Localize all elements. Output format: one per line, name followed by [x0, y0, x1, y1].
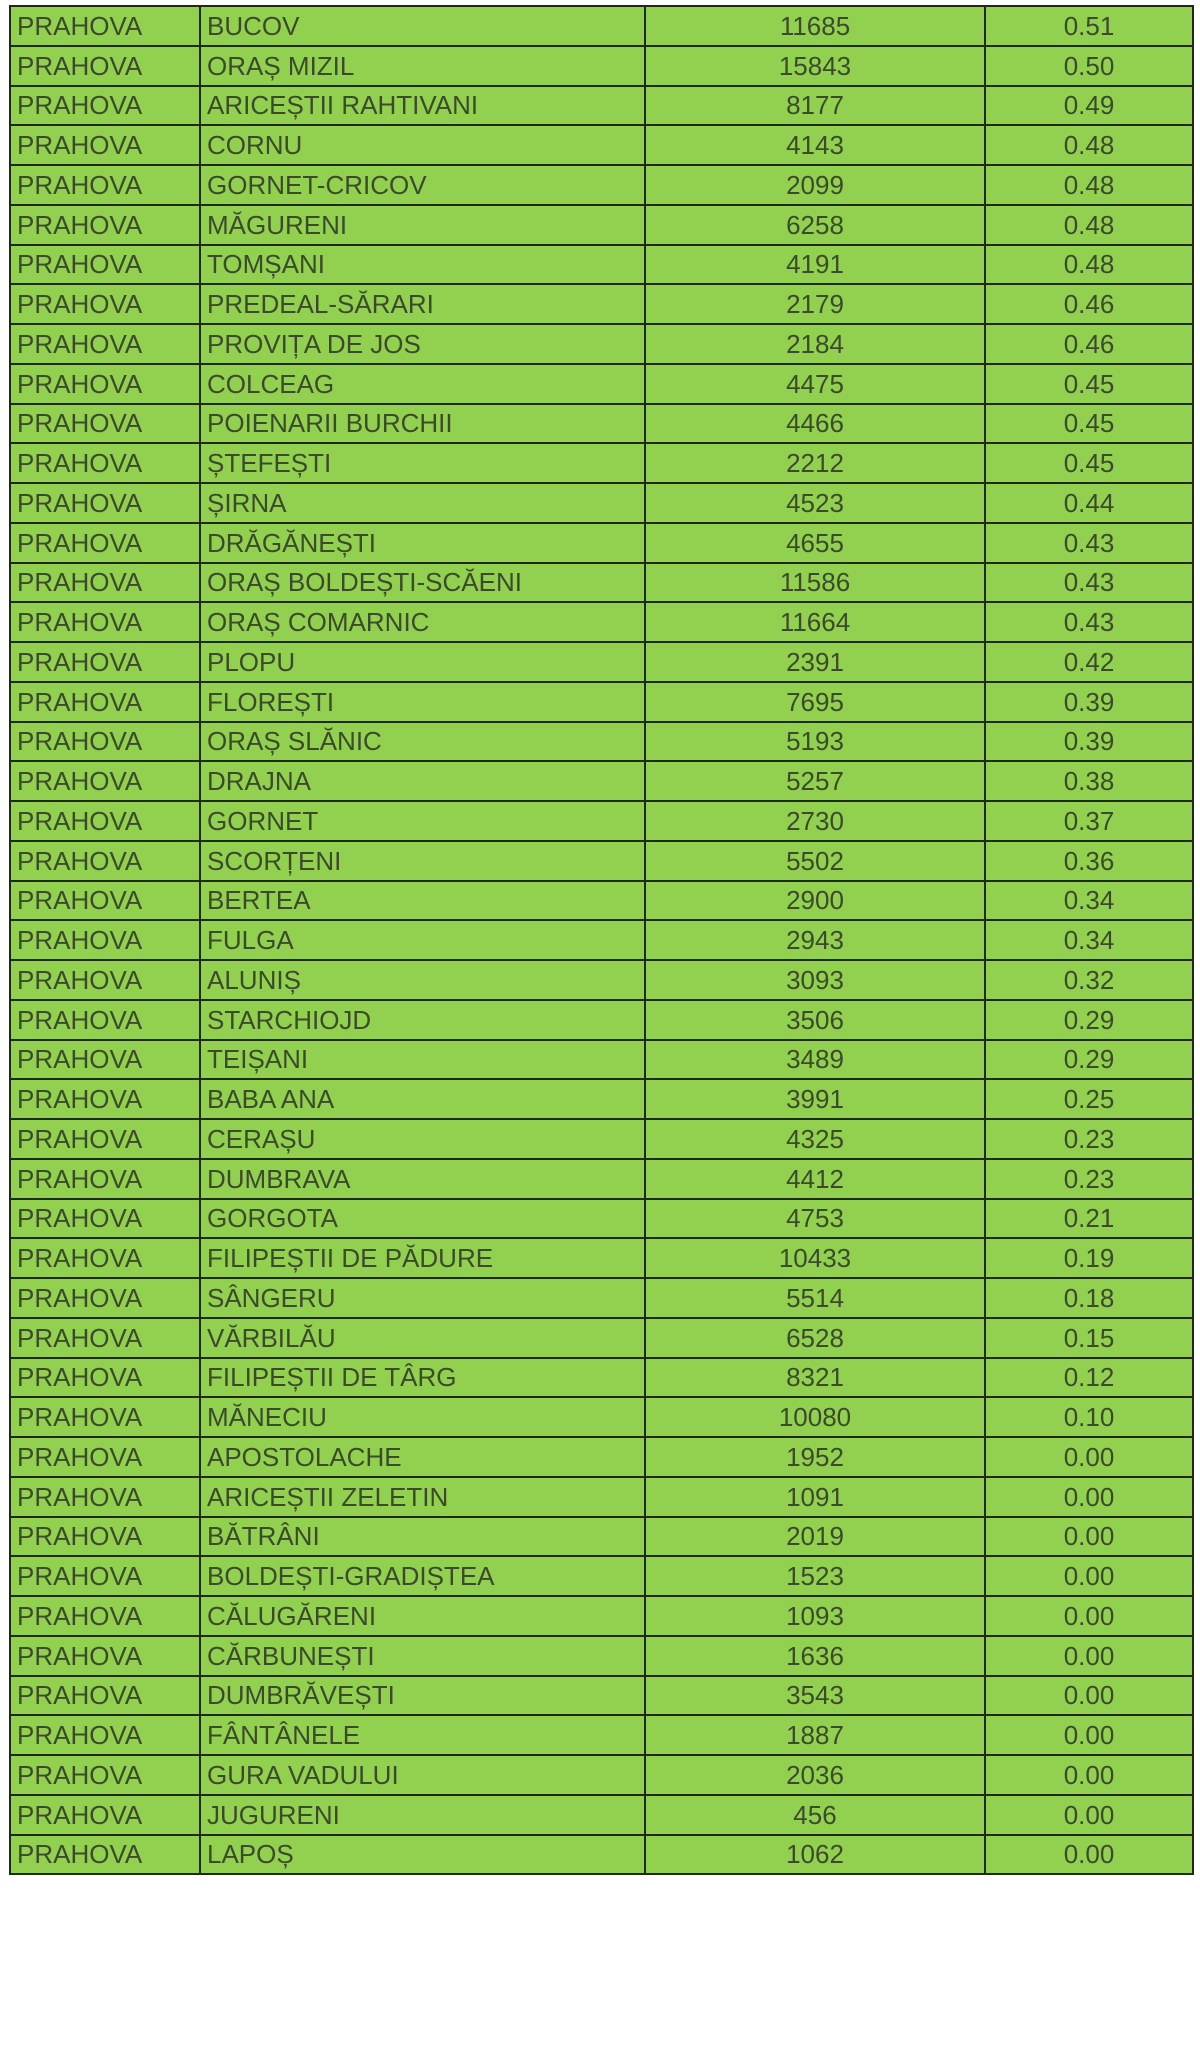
value-cell[interactable]: 0.00 [985, 1636, 1193, 1676]
table-row [10, 642, 1193, 682]
table-row [10, 245, 1193, 285]
locality-cell[interactable]: FLOREȘTI [200, 682, 645, 722]
locality-cell[interactable]: BĂTRÂNI [200, 1517, 645, 1557]
value-cell[interactable]: 0.38 [985, 761, 1193, 801]
population-cell[interactable]: 2900 [645, 881, 985, 921]
spreadsheet-table [9, 5, 1194, 1875]
locality-cell[interactable]: BERTEA [200, 881, 645, 921]
table-row [10, 1556, 1193, 1596]
population-cell[interactable]: 2019 [645, 1517, 985, 1557]
value-cell[interactable]: 0.43 [985, 563, 1193, 603]
population-cell[interactable]: 4655 [645, 523, 985, 563]
population-cell[interactable]: 1952 [645, 1437, 985, 1477]
table-row [10, 1040, 1193, 1080]
population-cell[interactable]: 3543 [645, 1676, 985, 1716]
value-cell[interactable]: 0.00 [985, 1715, 1193, 1755]
county-cell[interactable]: PRAHOVA [10, 1835, 200, 1875]
county-cell[interactable]: PRAHOVA [10, 404, 200, 444]
population-cell[interactable]: 4466 [645, 404, 985, 444]
value-cell[interactable]: 0.00 [985, 1517, 1193, 1557]
population-cell[interactable]: 8177 [645, 86, 985, 126]
locality-cell[interactable]: APOSTOLACHE [200, 1437, 645, 1477]
value-cell[interactable]: 0.39 [985, 722, 1193, 762]
table-row [10, 841, 1193, 881]
value-cell[interactable]: 0.34 [985, 881, 1193, 921]
county-cell[interactable]: PRAHOVA [10, 841, 200, 881]
locality-cell[interactable]: GORNET [200, 801, 645, 841]
population-cell[interactable]: 8321 [645, 1358, 985, 1398]
population-cell[interactable]: 4753 [645, 1199, 985, 1239]
value-cell[interactable]: 0.51 [985, 6, 1193, 46]
county-cell[interactable]: PRAHOVA [10, 443, 200, 483]
value-cell[interactable]: 0.21 [985, 1199, 1193, 1239]
population-cell[interactable]: 4325 [645, 1119, 985, 1159]
county-cell[interactable]: PRAHOVA [10, 483, 200, 523]
population-cell[interactable]: 4475 [645, 364, 985, 404]
table-row [10, 205, 1193, 245]
county-cell[interactable]: PRAHOVA [10, 1636, 200, 1676]
locality-cell[interactable]: VĂRBILĂU [200, 1318, 645, 1358]
table-row [10, 1199, 1193, 1239]
table-row [10, 443, 1193, 483]
county-cell[interactable]: PRAHOVA [10, 722, 200, 762]
locality-cell[interactable]: COLCEAG [200, 364, 645, 404]
value-cell[interactable]: 0.48 [985, 205, 1193, 245]
value-cell[interactable]: 0.39 [985, 682, 1193, 722]
county-cell[interactable]: PRAHOVA [10, 1477, 200, 1517]
population-cell[interactable]: 5193 [645, 722, 985, 762]
value-cell[interactable]: 0.00 [985, 1676, 1193, 1716]
table-row [10, 722, 1193, 762]
table-body [10, 6, 1193, 1874]
locality-cell[interactable]: ORAȘ MIZIL [200, 46, 645, 86]
county-cell[interactable]: PRAHOVA [10, 1318, 200, 1358]
county-cell[interactable]: PRAHOVA [10, 1000, 200, 1040]
population-cell[interactable]: 11685 [645, 6, 985, 46]
county-cell[interactable]: PRAHOVA [10, 682, 200, 722]
table-row [10, 324, 1193, 364]
population-cell[interactable]: 3506 [645, 1000, 985, 1040]
county-cell[interactable]: PRAHOVA [10, 284, 200, 324]
locality-cell[interactable]: LAPOȘ [200, 1835, 645, 1875]
value-cell[interactable]: 0.10 [985, 1397, 1193, 1437]
value-cell[interactable]: 0.37 [985, 801, 1193, 841]
value-cell[interactable]: 0.00 [985, 1477, 1193, 1517]
locality-cell[interactable]: ORAȘ COMARNIC [200, 602, 645, 642]
locality-cell[interactable]: PROVIȚA DE JOS [200, 324, 645, 364]
value-cell[interactable]: 0.00 [985, 1835, 1193, 1875]
value-cell[interactable]: 0.48 [985, 165, 1193, 205]
locality-cell[interactable]: FILIPEȘTII DE PĂDURE [200, 1238, 645, 1278]
table-row [10, 1795, 1193, 1835]
county-cell[interactable]: PRAHOVA [10, 1437, 200, 1477]
table-row [10, 125, 1193, 165]
table-row [10, 1238, 1193, 1278]
locality-cell[interactable]: PLOPU [200, 642, 645, 682]
county-cell[interactable]: PRAHOVA [10, 1795, 200, 1835]
county-cell[interactable]: PRAHOVA [10, 245, 200, 285]
table-row [10, 46, 1193, 86]
locality-cell[interactable]: ȘTEFEȘTI [200, 443, 645, 483]
locality-cell[interactable]: ARICEȘTII RAHTIVANI [200, 86, 645, 126]
county-cell[interactable]: PRAHOVA [10, 881, 200, 921]
locality-cell[interactable]: FÂNTÂNELE [200, 1715, 645, 1755]
population-cell[interactable]: 15843 [645, 46, 985, 86]
county-cell[interactable]: PRAHOVA [10, 1079, 200, 1119]
locality-cell[interactable]: BABA ANA [200, 1079, 645, 1119]
county-cell[interactable]: PRAHOVA [10, 1715, 200, 1755]
table-row [10, 1517, 1193, 1557]
value-cell[interactable]: 0.45 [985, 443, 1193, 483]
population-cell[interactable]: 2184 [645, 324, 985, 364]
population-cell[interactable]: 2730 [645, 801, 985, 841]
population-cell[interactable]: 1887 [645, 1715, 985, 1755]
table-row [10, 1596, 1193, 1636]
county-cell[interactable]: PRAHOVA [10, 1358, 200, 1398]
locality-cell[interactable]: DUMBRAVA [200, 1159, 645, 1199]
locality-cell[interactable]: MĂGURENI [200, 205, 645, 245]
population-cell[interactable]: 2212 [645, 443, 985, 483]
population-cell[interactable]: 4143 [645, 125, 985, 165]
value-cell[interactable]: 0.36 [985, 841, 1193, 881]
locality-cell[interactable]: BOLDEȘTI-GRADIȘTEA [200, 1556, 645, 1596]
population-cell[interactable]: 6528 [645, 1318, 985, 1358]
table-row [10, 1676, 1193, 1716]
value-cell[interactable]: 0.49 [985, 86, 1193, 126]
county-cell[interactable]: PRAHOVA [10, 642, 200, 682]
table-row [10, 523, 1193, 563]
population-cell[interactable]: 1091 [645, 1477, 985, 1517]
value-cell[interactable]: 0.18 [985, 1278, 1193, 1318]
county-cell[interactable]: PRAHOVA [10, 602, 200, 642]
locality-cell[interactable]: POIENARII BURCHII [200, 404, 645, 444]
locality-cell[interactable]: JUGURENI [200, 1795, 645, 1835]
table-row [10, 563, 1193, 603]
population-cell[interactable]: 10080 [645, 1397, 985, 1437]
table-row [10, 1755, 1193, 1795]
locality-cell[interactable]: DRAJNA [200, 761, 645, 801]
locality-cell[interactable]: FULGA [200, 920, 645, 960]
county-cell[interactable]: PRAHOVA [10, 563, 200, 603]
county-cell[interactable]: PRAHOVA [10, 1040, 200, 1080]
county-cell[interactable]: PRAHOVA [10, 1159, 200, 1199]
table-row [10, 920, 1193, 960]
locality-cell[interactable]: GURA VADULUI [200, 1755, 645, 1795]
population-cell[interactable]: 2036 [645, 1755, 985, 1795]
value-cell[interactable]: 0.45 [985, 404, 1193, 444]
county-cell[interactable]: PRAHOVA [10, 1278, 200, 1318]
table-row [10, 1318, 1193, 1358]
value-cell[interactable]: 0.15 [985, 1318, 1193, 1358]
locality-cell[interactable]: GORGOTA [200, 1199, 645, 1239]
county-cell[interactable]: PRAHOVA [10, 1119, 200, 1159]
county-cell[interactable]: PRAHOVA [10, 1596, 200, 1636]
county-cell[interactable]: PRAHOVA [10, 1199, 200, 1239]
population-cell[interactable]: 2179 [645, 284, 985, 324]
population-cell[interactable]: 4412 [645, 1159, 985, 1199]
table-row [10, 1835, 1193, 1875]
county-cell[interactable]: PRAHOVA [10, 1755, 200, 1795]
locality-cell[interactable]: DUMBRĂVEȘTI [200, 1676, 645, 1716]
locality-cell[interactable]: DRĂGĂNEȘTI [200, 523, 645, 563]
table-row [10, 1159, 1193, 1199]
population-cell[interactable]: 1523 [645, 1556, 985, 1596]
locality-cell[interactable]: BUCOV [200, 6, 645, 46]
population-cell[interactable]: 4191 [645, 245, 985, 285]
locality-cell[interactable]: FILIPEȘTII DE TÂRG [200, 1358, 645, 1398]
table-row [10, 165, 1193, 205]
county-cell[interactable]: PRAHOVA [10, 6, 200, 46]
value-cell[interactable]: 0.19 [985, 1238, 1193, 1278]
county-cell[interactable]: PRAHOVA [10, 205, 200, 245]
county-cell[interactable]: PRAHOVA [10, 1238, 200, 1278]
value-cell[interactable]: 0.12 [985, 1358, 1193, 1398]
table-row [10, 801, 1193, 841]
value-cell[interactable]: 0.34 [985, 920, 1193, 960]
county-cell[interactable]: PRAHOVA [10, 165, 200, 205]
table-row [10, 1636, 1193, 1676]
locality-cell[interactable]: ORAȘ SLĂNIC [200, 722, 645, 762]
locality-cell[interactable]: ARICEȘTII ZELETIN [200, 1477, 645, 1517]
population-cell[interactable]: 456 [645, 1795, 985, 1835]
value-cell[interactable]: 0.48 [985, 125, 1193, 165]
locality-cell[interactable]: CERAȘU [200, 1119, 645, 1159]
value-cell[interactable]: 0.46 [985, 284, 1193, 324]
locality-cell[interactable]: CORNU [200, 125, 645, 165]
table-row [10, 1437, 1193, 1477]
value-cell[interactable]: 0.23 [985, 1159, 1193, 1199]
population-cell[interactable]: 11586 [645, 563, 985, 603]
table-row [10, 86, 1193, 126]
population-cell[interactable]: 1093 [645, 1596, 985, 1636]
locality-cell[interactable]: TEIȘANI [200, 1040, 645, 1080]
county-cell[interactable]: PRAHOVA [10, 523, 200, 563]
population-cell[interactable]: 3489 [645, 1040, 985, 1080]
value-cell[interactable]: 0.48 [985, 245, 1193, 285]
locality-cell[interactable]: CĂLUGĂRENI [200, 1596, 645, 1636]
county-cell[interactable]: PRAHOVA [10, 801, 200, 841]
county-cell[interactable]: PRAHOVA [10, 1397, 200, 1437]
county-cell[interactable]: PRAHOVA [10, 125, 200, 165]
table-row [10, 1397, 1193, 1437]
value-cell[interactable]: 0.43 [985, 602, 1193, 642]
population-cell[interactable]: 1062 [645, 1835, 985, 1875]
population-cell[interactable]: 6258 [645, 205, 985, 245]
value-cell[interactable]: 0.42 [985, 642, 1193, 682]
population-cell[interactable]: 5502 [645, 841, 985, 881]
locality-cell[interactable]: SCORȚENI [200, 841, 645, 881]
population-cell[interactable]: 3991 [645, 1079, 985, 1119]
value-cell[interactable]: 0.50 [985, 46, 1193, 86]
population-cell[interactable]: 2391 [645, 642, 985, 682]
table-row [10, 602, 1193, 642]
population-cell[interactable]: 7695 [645, 682, 985, 722]
value-cell[interactable]: 0.32 [985, 960, 1193, 1000]
value-cell[interactable]: 0.00 [985, 1596, 1193, 1636]
population-cell[interactable]: 5514 [645, 1278, 985, 1318]
locality-cell[interactable]: GORNET-CRICOV [200, 165, 645, 205]
value-cell[interactable]: 0.00 [985, 1755, 1193, 1795]
locality-cell[interactable]: ȘIRNA [200, 483, 645, 523]
county-cell[interactable]: PRAHOVA [10, 920, 200, 960]
county-cell[interactable]: PRAHOVA [10, 46, 200, 86]
population-cell[interactable]: 5257 [645, 761, 985, 801]
table-row [10, 1358, 1193, 1398]
county-cell[interactable]: PRAHOVA [10, 324, 200, 364]
value-cell[interactable]: 0.00 [985, 1437, 1193, 1477]
table-row [10, 1278, 1193, 1318]
value-cell[interactable]: 0.23 [985, 1119, 1193, 1159]
population-cell[interactable]: 10433 [645, 1238, 985, 1278]
value-cell[interactable]: 0.29 [985, 1000, 1193, 1040]
locality-cell[interactable]: ALUNIȘ [200, 960, 645, 1000]
population-cell[interactable]: 3093 [645, 960, 985, 1000]
population-cell[interactable]: 2099 [645, 165, 985, 205]
county-cell[interactable]: PRAHOVA [10, 1517, 200, 1557]
county-cell[interactable]: PRAHOVA [10, 761, 200, 801]
locality-cell[interactable]: STARCHIOJD [200, 1000, 645, 1040]
locality-cell[interactable]: SÂNGERU [200, 1278, 645, 1318]
locality-cell[interactable]: ORAȘ BOLDEȘTI-SCĂENI [200, 563, 645, 603]
population-cell[interactable]: 11664 [645, 602, 985, 642]
population-cell[interactable]: 4523 [645, 483, 985, 523]
value-cell[interactable]: 0.45 [985, 364, 1193, 404]
locality-cell[interactable]: PREDEAL-SĂRARI [200, 284, 645, 324]
value-cell[interactable]: 0.44 [985, 483, 1193, 523]
value-cell[interactable]: 0.25 [985, 1079, 1193, 1119]
population-cell[interactable]: 2943 [645, 920, 985, 960]
county-cell[interactable]: PRAHOVA [10, 1676, 200, 1716]
locality-cell[interactable]: CĂRBUNEȘTI [200, 1636, 645, 1676]
table-row [10, 761, 1193, 801]
value-cell[interactable]: 0.43 [985, 523, 1193, 563]
table-row [10, 404, 1193, 444]
value-cell[interactable]: 0.46 [985, 324, 1193, 364]
locality-cell[interactable]: TOMȘANI [200, 245, 645, 285]
table-row [10, 1715, 1193, 1755]
table-row [10, 1000, 1193, 1040]
table-row [10, 881, 1193, 921]
value-cell[interactable]: 0.00 [985, 1556, 1193, 1596]
table-row [10, 483, 1193, 523]
county-cell[interactable]: PRAHOVA [10, 960, 200, 1000]
table-row [10, 284, 1193, 324]
value-cell[interactable]: 0.29 [985, 1040, 1193, 1080]
table-row [10, 364, 1193, 404]
county-cell[interactable]: PRAHOVA [10, 364, 200, 404]
table-row [10, 6, 1193, 46]
table-row [10, 1119, 1193, 1159]
county-cell[interactable]: PRAHOVA [10, 1556, 200, 1596]
county-cell[interactable]: PRAHOVA [10, 86, 200, 126]
table-row [10, 1477, 1193, 1517]
table-row [10, 1079, 1193, 1119]
value-cell[interactable]: 0.00 [985, 1795, 1193, 1835]
population-cell[interactable]: 1636 [645, 1636, 985, 1676]
locality-cell[interactable]: MĂNECIU [200, 1397, 645, 1437]
table-row [10, 682, 1193, 722]
table-row [10, 960, 1193, 1000]
